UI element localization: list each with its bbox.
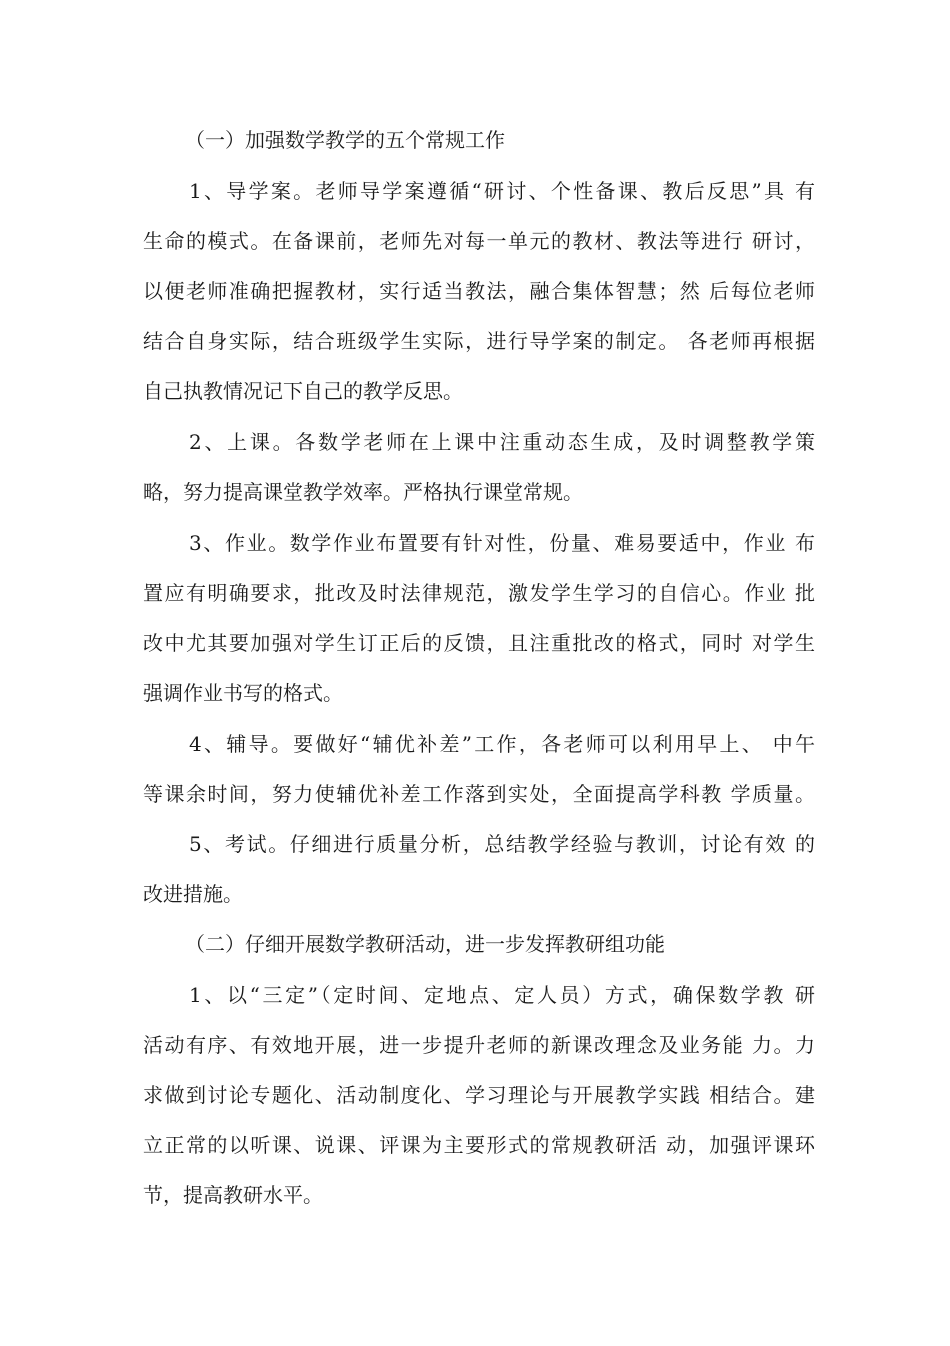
section-heading-1: （一）加强数学教学的五个常规工作 — [185, 128, 505, 152]
paragraph-2-line-2: 略，努力提高课堂教学效率。严格执行课堂常规。 — [143, 480, 583, 504]
paragraph-1-line-3: 以便老师准确把握教材，实行适当教法，融合集体智慧；然 后每位老师 — [143, 279, 815, 303]
paragraph-4-line-1: 4、辅导。要做好“辅优补差”工作，各老师可以利用早上、 中午 — [189, 732, 815, 756]
paragraph-3-line-1: 3、作业。数学作业布置要有针对性，份量、难易要适中，作业 布 — [189, 531, 815, 555]
paragraph-3-line-3: 改中尤其要加强对学生订正后的反馈，且注重批改的格式，同时 对学生 — [143, 631, 815, 655]
paragraph-6-line-2: 活动有序、有效地开展，进一步提升老师的新课改理念及业务能 力。力 — [143, 1033, 815, 1057]
paragraph-6-line-4: 立正常的以听课、说课、评课为主要形式的常规教研活 动，加强评课环 — [143, 1133, 815, 1157]
paragraph-6-line-5: 节，提高教研水平。 — [143, 1183, 323, 1207]
section-heading-2: （二）仔细开展数学教研活动，进一步发挥教研组功能 — [185, 932, 665, 956]
paragraph-1-line-2: 生命的模式。在备课前，老师先对每一单元的教材、教法等进行 研讨， — [143, 229, 815, 253]
paragraph-3-line-2: 置应有明确要求，批改及时法律规范，激发学生学习的自信心。作业 批 — [143, 581, 815, 605]
paragraph-1-line-5: 自己执教情况记下自己的教学反思。 — [143, 379, 463, 403]
paragraph-6-line-1: 1、以“三定”（定时间、定地点、定人员）方式，确保数学教 研 — [189, 983, 815, 1007]
paragraph-2-line-1: 2、上课。各数学老师在上课中注重动态生成，及时调整教学策 — [189, 430, 815, 454]
paragraph-5-line-1: 5、考试。仔细进行质量分析，总结教学经验与教训，讨论有效 的 — [189, 832, 815, 856]
paragraph-3-line-4: 强调作业书写的格式。 — [143, 681, 343, 705]
paragraph-5-line-2: 改进措施。 — [143, 882, 243, 906]
paragraph-6-line-3: 求做到讨论专题化、活动制度化、学习理论与开展教学实践 相结合。建 — [143, 1083, 815, 1107]
paragraph-1-line-1: 1、导学案。老师导学案遵循“研讨、个性备课、教后反思”具 有 — [189, 179, 815, 203]
paragraph-4-line-2: 等课余时间，努力使辅优补差工作落到实处，全面提高学科教 学质量。 — [143, 782, 815, 806]
paragraph-1-line-4: 结合自身实际，结合班级学生实际，进行导学案的制定。 各老师再根据 — [143, 329, 815, 353]
